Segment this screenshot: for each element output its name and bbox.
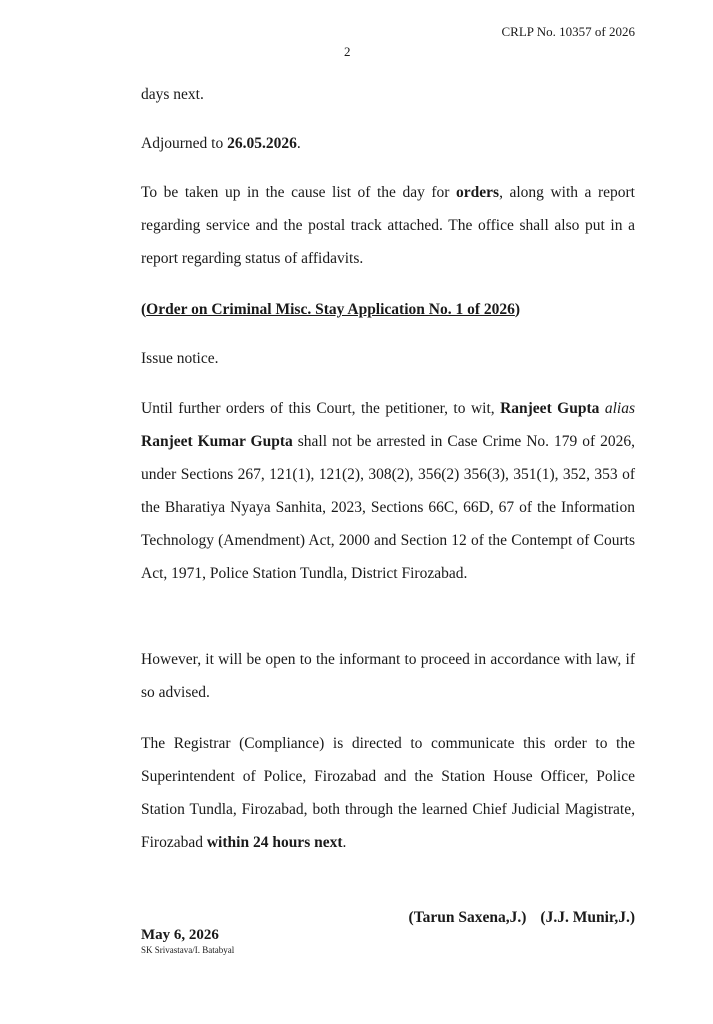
- judge-1: (Tarun Saxena,J.): [408, 909, 527, 926]
- order-date: May 6, 2026: [141, 927, 219, 943]
- paragraph-registrar: The Registrar (Compliance) is directed to communicate this order to the Superintendent of Police, Firozabad and the Station House Officer, Police Station Tundla, Firozabad, both through the learned Chief Judicial Magistrate, Firozabad within 24 hours next.: [141, 735, 635, 851]
- adjourn-date: 26.05.2026: [227, 135, 297, 152]
- paragraph-cause-list: To be taken up in the cause list of the day for orders, along with a report regarding service and the postal track attached. The office shall also put in a report regarding status of affidavits.: [141, 184, 635, 267]
- paragraph-issue-notice: Issue notice.: [141, 350, 219, 367]
- paragraph-adjourned: Adjourned to 26.05.2026.: [141, 135, 301, 152]
- petitioner-name: Ranjeet Gupta: [500, 400, 600, 417]
- page-number: 2: [344, 44, 351, 59]
- judge-2: (J.J. Munir,J.): [540, 909, 635, 926]
- paragraph-informant: However, it will be open to the informant to proceed in accordance with law, if so advised.: [141, 651, 635, 701]
- case-number: CRLP No. 10357 of 2026: [501, 24, 635, 39]
- paragraph-days-next: days next.: [141, 86, 204, 103]
- paragraph-stay-order: Until further orders of this Court, the petitioner, to wit, Ranjeet Gupta alias Ranjeet Kumar Gupta shall not be arrested in Case Crime No. 179 of 2026, under Sections 267, 121(1), 121(2), 308(2), 356(2) 356(3), 351(1), 352, 353 of the Bharatiya Nyaya Sanhita, 2023, Sections 66C, 66D, 67 of the Information Technology (Amendment) Act, 2000 and Section 12 of the Contempt of Courts Act, 1971, Police Station Tundla, District Firozabad.: [141, 400, 636, 582]
- stenographer-initials: SK Srivastava/I. Batabyal: [141, 945, 235, 955]
- order-heading: (Order on Criminal Misc. Stay Application No. 1 of 2026): [141, 301, 521, 318]
- judge-signatures: [409, 909, 635, 927]
